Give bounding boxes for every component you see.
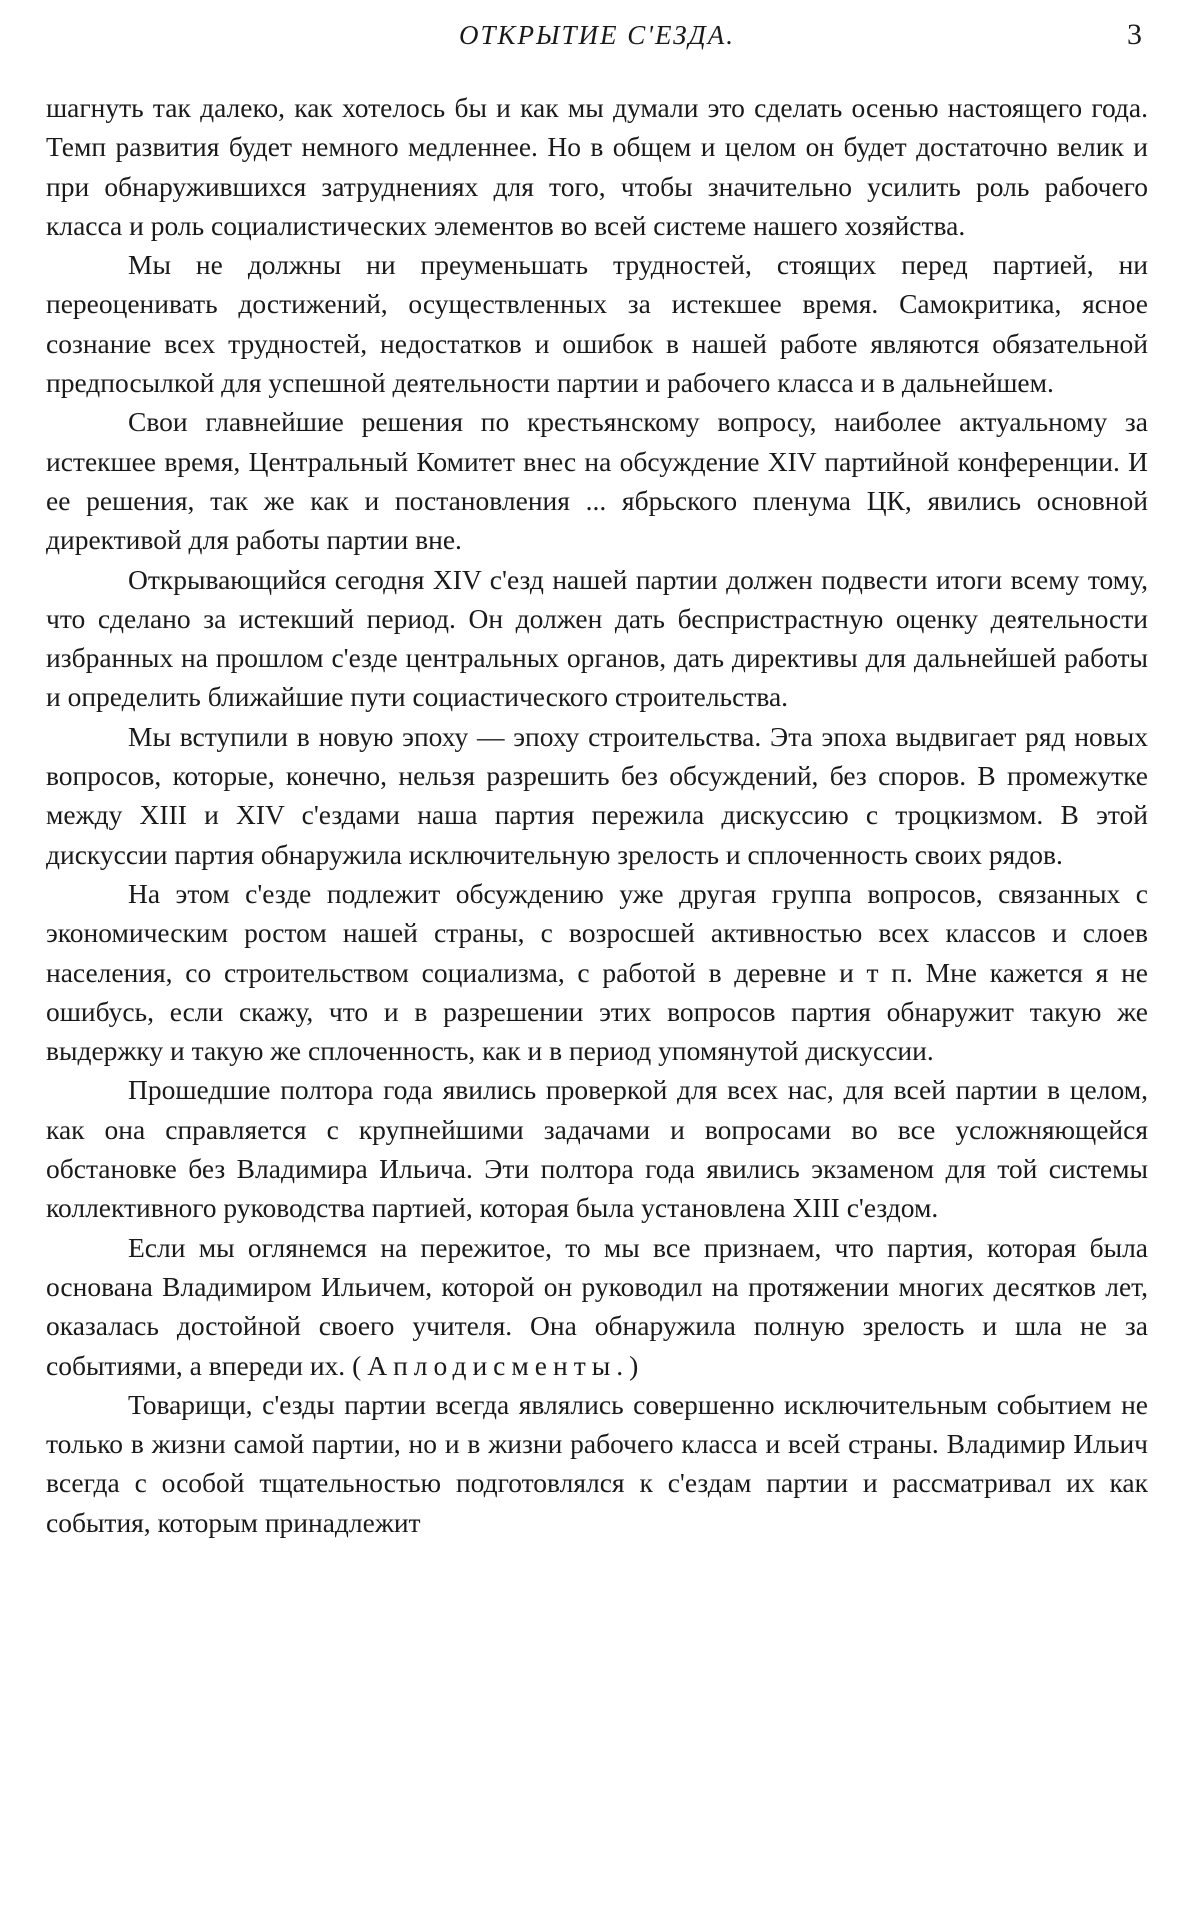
paragraph-9: Товарищи, с'езды партии всегда являлись совершенно исключительным событием не только в жизни самой партии, но и в жизни рабочего класса и всей страны. Владимир Ильич всегда с особой тщательностью подготовлялся к с'ездам партии и рассматривал их как события, которым принадлежит bbox=[46, 1388, 1148, 1538]
paragraph-1: шагнуть так далеко, как хотелось бы и как мы думали это сделать осенью настоящего года. Темп развития будет немного медленнее. Но в общем и целом он будет достаточно велик и при обнаружившихся затруднениях для того, чтобы значительно усилить роль рабочего класса и роль социалистических элементов во всей системе нашего хозяйства. bbox=[46, 92, 1148, 241]
applause-note: (Аплодисменты.) bbox=[352, 1349, 645, 1381]
paragraph-5: Мы вступили в новую эпоху — эпоху строительства. Эта эпоха выдвигает ряд новых вопросов, которые, конечно, нельзя разрешить без обсуждений, без споров. В промежутке между XIII и XIV с'ездами наша партия пережила дискуссию с троцкизмом. В этой дискуссии партия обнаружила исключительную зрелость и сплоченность своих рядов. bbox=[46, 720, 1148, 870]
paragraph-3: Свои главнейшие решения по крестьянскому вопросу, наиболее актуальному за истекшее время, Центральный Комитет внес на обсуждение XIV партийной конференции. И ее решения, так же как и постановления ... ябрьского пленума ЦК, явились основной директивой для работы партии вне. bbox=[46, 406, 1148, 556]
paragraph-2: Мы не должны ни преуменьшать трудностей, стоящих перед партией, ни переоценивать достижений, осуществленных за истекшее время. Самокритика, ясное сознание всех трудностей, недостатков и ошибок в нашей работе являются обязательной предпосылкой для успешной деятельности партии и рабочего класса и в дальнейшем. bbox=[46, 249, 1148, 399]
paragraph-8-text: Если мы оглянемся на пережитое, то мы все признаем, что партия, которая была основана Владимиром Ильичем, которой он руководил на протяжении многих десятков лет, оказалась достойной своего учителя. Она обнаружила полную зрелость и шла не за событиями, а впереди их. bbox=[46, 1231, 1148, 1381]
body-text bbox=[46, 88, 1148, 1542]
running-head bbox=[46, 18, 1148, 66]
paragraph-6: На этом с'езде подлежит обсуждению уже другая группа вопросов, связанных с экономическим ростом нашей страны, с возросшей активностью всех классов и слоев населения, со строительством социализма, с работой в деревне и т п. Мне кажется я не ошибусь, если скажу, что и в разрешении этих вопросов партия обнаружит такую же выдержку и такую же сплоченность, как и в период упомянутой дискуссии. bbox=[46, 877, 1148, 1067]
page-number: 3 bbox=[1127, 18, 1142, 51]
paragraph-7: Прошедшие полтора года явились проверкой для всех нас, для всей партии в целом, как она справляется с крупнейшими задачами и вопросами во все усложняющейся обстановке без Владимира Ильича. Эти полтора года явились экзаменом для той системы коллективного руководства партией, которая была установлена XIII с'ездом. bbox=[46, 1074, 1148, 1224]
paragraph-8 bbox=[46, 1228, 1148, 1385]
paragraph-4: Открывающийся сегодня XIV с'езд нашей партии должен подвести итоги всему тому, что сделано за истекший период. Он должен дать беспристрастную оценку деятельности избранных на прошлом с'езде центральных органов, дать директивы для дальнейшей работы и определить ближайшие пути социастического строительства. bbox=[46, 563, 1148, 713]
running-title: ОТКРЫТИЕ С'ЕЗДА. bbox=[459, 20, 735, 50]
